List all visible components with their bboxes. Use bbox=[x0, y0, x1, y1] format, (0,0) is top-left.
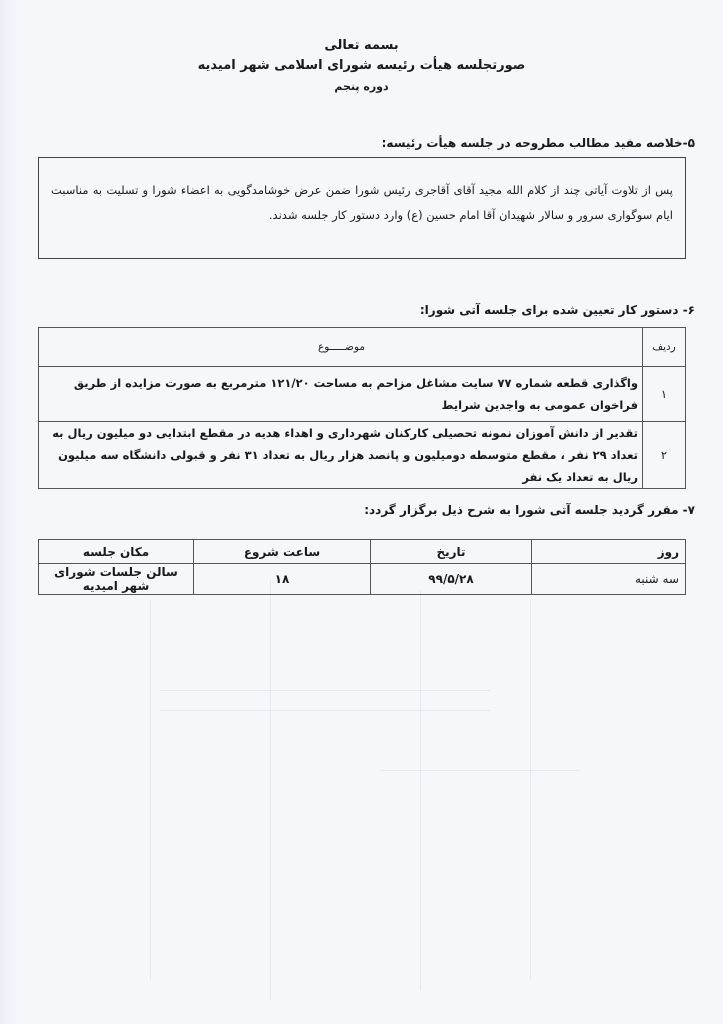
meeting-summary-text: پس از تلاوت آیاتی چند از کلام الله مجید آقای آقاجری رئیس شورا ضمن عرض خوشامدگویی به اعضاء شورا و تسلیت به مناسبت ایام سوگواری سرور و سالار شهیدان آقا امام حسین (ع) وارد دستور کار جلسه شدند. bbox=[51, 183, 673, 222]
meeting-place: سالن جلسات شورای شهر امیدیه bbox=[39, 564, 194, 595]
agenda-header-row bbox=[39, 328, 686, 367]
agenda-row bbox=[39, 422, 686, 489]
agenda-col-topic-header: موضـــــوع bbox=[39, 328, 643, 367]
document-title: صورتجلسه هیأت رئیسه شورای اسلامی شهر امیدیه bbox=[197, 58, 526, 73]
agenda-row bbox=[39, 367, 686, 422]
section-6-title: ۶- دستور کار تعیین شده برای جلسه آتی شورا: bbox=[419, 303, 695, 317]
agenda-row-number: ۱ bbox=[643, 367, 686, 422]
section-5-title: ۵-خلاصه مفید مطالب مطروحه در جلسه هیأت رئیسه: bbox=[381, 136, 695, 150]
next-meeting-header-row bbox=[39, 540, 686, 564]
agenda-table bbox=[38, 327, 686, 489]
col-day-header: روز bbox=[532, 540, 686, 564]
meeting-date: ۹۹/۵/۲۸ bbox=[371, 564, 532, 595]
col-start-time-header: ساعت شروع bbox=[194, 540, 371, 564]
agenda-row-number: ۲ bbox=[643, 422, 686, 489]
term-subtitle: دوره پنجم bbox=[334, 80, 389, 93]
meeting-summary-box bbox=[38, 157, 686, 259]
meeting-start-time: ۱۸ bbox=[194, 564, 371, 595]
next-meeting-table bbox=[38, 539, 686, 595]
col-place-header: مکان جلسه bbox=[39, 540, 194, 564]
section-7-title: ۷- مقرر گردید جلسه آتی شورا به شرح ذیل برگزار گردد: bbox=[364, 503, 695, 517]
agenda-col-row-header: ردیف bbox=[643, 328, 686, 367]
col-date-header: تاریخ bbox=[371, 540, 532, 564]
bismillah-heading: بسمه تعالی bbox=[324, 38, 399, 53]
agenda-row-topic: تقدیر از دانش آموزان نمونه تحصیلی کارکنان شهرداری و اهداء هدیه در مقطع ابتدایی دو میلیون ریال به تعداد ۲۹ نفر ، مقطع متوسطه دومیلیون و پانصد هزار ریال به تعداد ۳۱ نفر و قبولی دانشگاه سه میلیون ریال به تعداد یک نفر bbox=[39, 422, 643, 489]
agenda-row-topic: واگذاری قطعه شماره ۷۷ سایت مشاغل مزاحم به مساحت ۱۲۱/۲۰ مترمربع به صورت مزایده از طریق فراخوان عمومی به واجدین شرایط bbox=[39, 367, 643, 422]
meeting-day: سه شنبه bbox=[532, 564, 686, 595]
next-meeting-values-row bbox=[39, 564, 686, 595]
